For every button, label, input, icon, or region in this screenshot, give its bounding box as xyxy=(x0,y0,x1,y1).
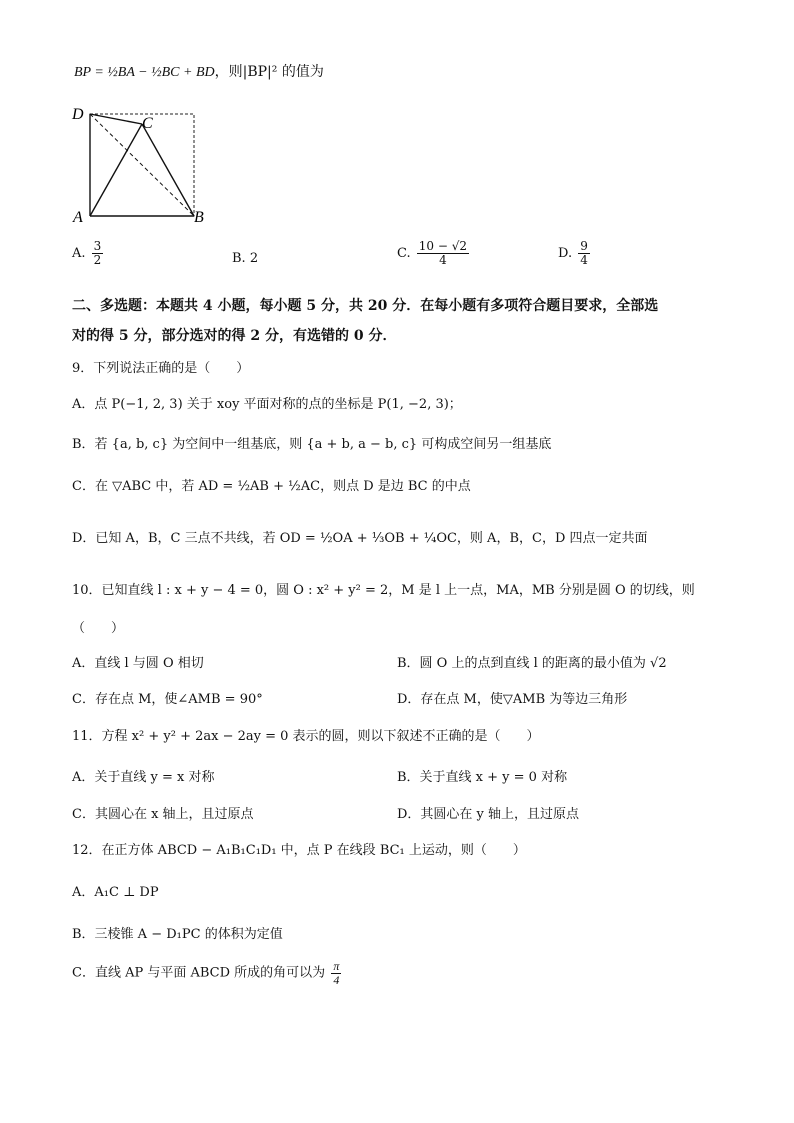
option-b-value: 2 xyxy=(249,251,259,266)
frac-num: π xyxy=(333,959,340,973)
q11-stem: 11．方程 x² + y² + 2ax − 2ay = 0 表示的圆，则以下叙述不正确的是（ ） xyxy=(72,729,540,744)
q10-option-b: B．圆 O 上的点到直线 l 的距离的最小值为 √2 xyxy=(397,656,667,671)
q8-vector-bp: BP xyxy=(74,65,91,80)
label-c: C xyxy=(142,115,153,132)
option-c-label: C. xyxy=(397,246,411,261)
q8-option-b xyxy=(232,251,258,266)
section-2-line-1: 二、多选题：本题共 4 小题，每小题 5 分，共 20 分．在每小题有多项符合题目要求，全部选 xyxy=(72,298,659,314)
q9-option-d: D．已知 A，B，C 三点不共线，若 OD = ½OA + ⅓OB + ¼OC，则 A，B，C，D 四点一定共面 xyxy=(72,531,648,546)
option-c-fraction xyxy=(417,240,469,267)
q8-formula xyxy=(74,60,324,85)
q9-option-c: C．在 ▽ABC 中，若 AD = ½AB + ½AC，则点 D 是边 BC 的中点 xyxy=(72,479,471,494)
option-d-label: D. xyxy=(558,246,573,261)
q12-option-c xyxy=(72,960,343,987)
q11-option-d: D．其圆心在 y 轴上，且过原点 xyxy=(397,807,580,822)
q10-stem-2: （ ） xyxy=(72,621,125,636)
q10-stem: 10．已知直线 l : x + y − 4 = 0，圆 O : x² + y² = 2，M 是 l 上一点，MA，MB 分别是圆 O 的切线，则 xyxy=(72,583,695,598)
q8-option-a xyxy=(72,240,105,267)
option-a-label: A. xyxy=(72,246,86,261)
q8-figure xyxy=(70,104,210,228)
frac-num: 9 xyxy=(580,239,588,253)
q11-option-b: B．关于直线 x + y = 0 对称 xyxy=(397,770,568,785)
frac-num: 3 xyxy=(93,239,102,253)
q8-formula-rest: = ½BA − ½BC + BD xyxy=(90,65,215,80)
q8-formula-tail: ，则|BP|² 的值为 xyxy=(214,64,324,80)
frac-den: 4 xyxy=(580,253,588,267)
label-a: A xyxy=(73,209,83,226)
q12-option-c-fraction xyxy=(331,960,341,987)
frac-num: 10 − √2 xyxy=(418,239,467,253)
frac-den: 2 xyxy=(93,253,102,267)
option-d-fraction xyxy=(578,240,590,267)
label-b: B xyxy=(194,209,204,226)
q10-option-c: C．存在点 M，使∠AMB = 90° xyxy=(72,692,263,707)
q8-option-d xyxy=(558,240,592,267)
q12-option-c-text: C．直线 AP 与平面 ABCD 所成的角可以为 xyxy=(72,965,326,981)
q8-option-c xyxy=(397,240,471,267)
segment-dc xyxy=(90,114,142,124)
q9-stem: 9．下列说法正确的是（ ） xyxy=(72,361,250,376)
label-d: D xyxy=(72,106,84,123)
option-a-fraction xyxy=(92,240,104,267)
frac-den: 4 xyxy=(333,973,340,987)
q12-option-a: A．A₁C ⊥ DP xyxy=(72,885,159,900)
q10-option-a: A．直线 l 与圆 O 相切 xyxy=(72,656,204,671)
q12-option-b: B．三棱锥 A − D₁PC 的体积为定值 xyxy=(72,927,283,942)
segment-ac xyxy=(90,124,142,216)
q11-option-c: C．其圆心在 x 轴上，且过原点 xyxy=(72,807,254,822)
section-2-line-2: 对的得 5 分，部分选对的得 2 分，有选错的 0 分． xyxy=(72,328,397,344)
q12-stem: 12．在正方体 ABCD − A₁B₁C₁D₁ 中，点 P 在线段 BC₁ 上运动，则（ ） xyxy=(72,843,526,858)
segment-cb xyxy=(142,124,194,216)
q10-option-d: D．存在点 M，使▽AMB 为等边三角形 xyxy=(397,692,628,707)
option-b-label: B. xyxy=(232,251,246,266)
q9-option-b: B．若 {a, b, c} 为空间中一组基底，则 {a + b, a − b, c} 可构成空间另一组基底 xyxy=(72,437,552,452)
q9-option-a: A．点 P(−1, 2, 3) 关于 xoy 平面对称的点的坐标是 P(1, −2, 3)； xyxy=(72,397,462,412)
q11-option-a: A．关于直线 y = x 对称 xyxy=(72,770,215,785)
frac-den: 4 xyxy=(439,253,447,267)
